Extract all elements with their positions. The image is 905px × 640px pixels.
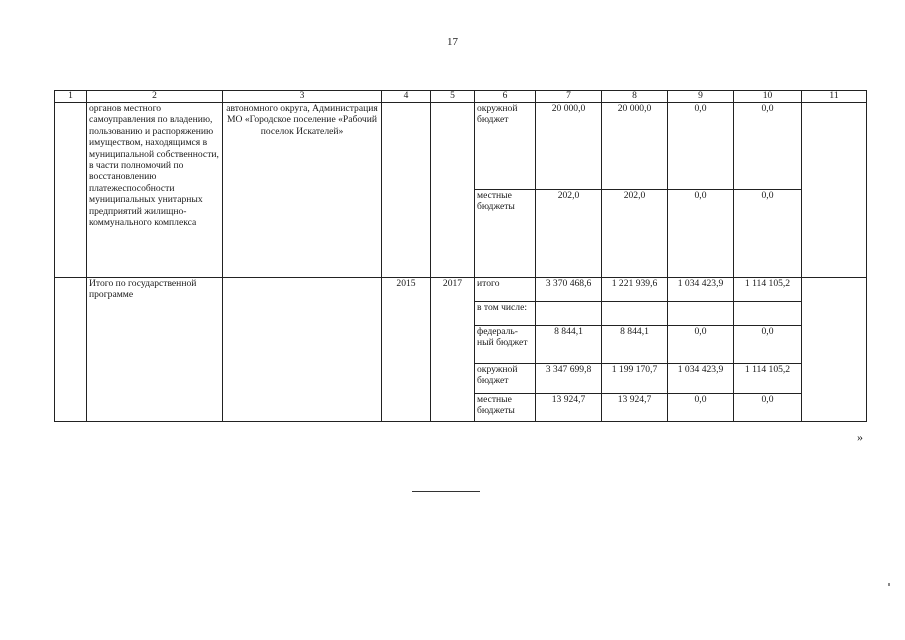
header-cell-2: 2 <box>87 91 223 103</box>
funding-source-cell: итого <box>475 278 536 302</box>
amount-2015-cell: 20 000,0 <box>602 103 668 190</box>
row-number-cell <box>55 278 87 422</box>
executor-cell: автономного округа, Администрация МО «Городское поселение «Рабочий поселок Искателей» <box>223 103 382 278</box>
funding-source-cell: окружной бюджет <box>475 103 536 190</box>
header-cell-1: 1 <box>55 91 87 103</box>
amount-2016-cell: 0,0 <box>668 326 734 364</box>
amount-2015-cell: 8 844,1 <box>602 326 668 364</box>
table-row <box>55 103 867 190</box>
header-cell-3: 3 <box>223 91 382 103</box>
amount-total-cell <box>536 302 602 326</box>
amount-2016-cell <box>668 302 734 326</box>
amount-2016-cell: 0,0 <box>668 394 734 422</box>
amount-2017-cell <box>734 302 802 326</box>
amount-2017-cell: 0,0 <box>734 190 802 278</box>
amount-2016-cell: 1 034 423,9 <box>668 278 734 302</box>
header-cell-5: 5 <box>431 91 475 103</box>
measure-name-cell: органов местного самоуправления по владению, пользованию и распоряжению имуществом, находящимся в муниципальной собственности, в части полномочий по восстановлению платежеспособности муниципальных унитарных предприятий жилищно-коммунального комплекса <box>87 103 223 278</box>
closing-quote: » <box>857 430 863 444</box>
measure-name-cell: Итого по государственной программе <box>87 278 223 422</box>
header-cell-8: 8 <box>602 91 668 103</box>
page-number: 17 <box>447 36 458 48</box>
amount-2015-cell: 1 199 170,7 <box>602 364 668 394</box>
row-number-cell <box>55 103 87 278</box>
notes-cell <box>802 278 867 422</box>
amount-2015-cell <box>602 302 668 326</box>
amount-total-cell: 3 370 468,6 <box>536 278 602 302</box>
executor-cell <box>223 278 382 422</box>
notes-cell <box>802 103 867 278</box>
amount-total-cell: 20 000,0 <box>536 103 602 190</box>
amount-2017-cell: 1 114 105,2 <box>734 364 802 394</box>
amount-2016-cell: 0,0 <box>668 103 734 190</box>
header-cell-10: 10 <box>734 91 802 103</box>
amount-2015-cell: 13 924,7 <box>602 394 668 422</box>
amount-2017-cell: 1 114 105,2 <box>734 278 802 302</box>
amount-2017-cell: 0,0 <box>734 103 802 190</box>
start-year-cell: 2015 <box>382 278 431 422</box>
scan-artifact <box>888 583 890 586</box>
amount-total-cell: 8 844,1 <box>536 326 602 364</box>
amount-2017-cell: 0,0 <box>734 394 802 422</box>
funding-source-cell: федераль-ный бюджет <box>475 326 536 364</box>
table-row <box>55 278 867 302</box>
program-funding-table <box>54 90 867 422</box>
amount-2016-cell: 0,0 <box>668 190 734 278</box>
separator-line <box>412 491 480 492</box>
amount-total-cell: 3 347 699,8 <box>536 364 602 394</box>
funding-source-cell: окружной бюджет <box>475 364 536 394</box>
header-cell-7: 7 <box>536 91 602 103</box>
amount-total-cell: 202,0 <box>536 190 602 278</box>
funding-source-cell: в том числе: <box>475 302 536 326</box>
amount-2016-cell: 1 034 423,9 <box>668 364 734 394</box>
amount-2015-cell: 1 221 939,6 <box>602 278 668 302</box>
header-cell-9: 9 <box>668 91 734 103</box>
amount-2017-cell: 0,0 <box>734 326 802 364</box>
end-year-cell: 2017 <box>431 278 475 422</box>
amount-total-cell: 13 924,7 <box>536 394 602 422</box>
header-cell-11: 11 <box>802 91 867 103</box>
header-row <box>55 91 867 103</box>
start-year-cell <box>382 103 431 278</box>
funding-source-cell: местные бюджеты <box>475 190 536 278</box>
header-cell-4: 4 <box>382 91 431 103</box>
end-year-cell <box>431 103 475 278</box>
header-cell-6: 6 <box>475 91 536 103</box>
amount-2015-cell: 202,0 <box>602 190 668 278</box>
funding-source-cell: местные бюджеты <box>475 394 536 422</box>
